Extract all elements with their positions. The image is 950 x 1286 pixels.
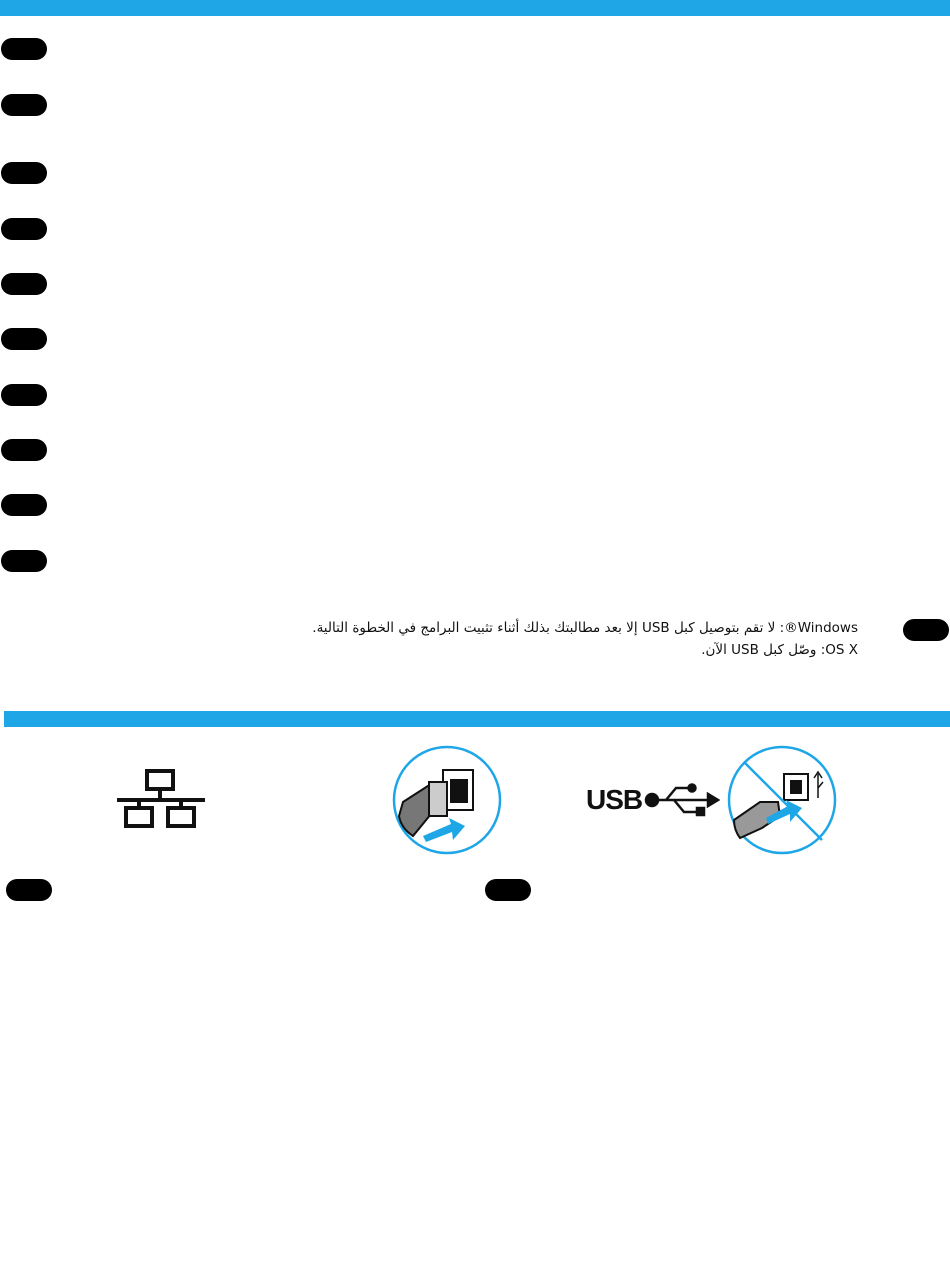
language-marker xyxy=(1,94,47,116)
language-marker xyxy=(1,494,47,516)
network-icon xyxy=(115,768,207,828)
language-marker xyxy=(1,439,47,461)
arabic-language-marker xyxy=(903,619,949,641)
language-marker xyxy=(1,550,47,572)
language-marker xyxy=(1,38,47,60)
usb-label: USB xyxy=(586,784,643,815)
language-marker xyxy=(6,879,52,901)
arabic-usb-note xyxy=(158,617,858,661)
top-section-bar xyxy=(0,0,950,16)
ethernet-plug-icon xyxy=(391,744,503,856)
note-line-windows: Windows®: لا تقم بتوصيل كبل USB إلا بعد مطالبتك بذلك أثناء تثبيت البرامج في الخطوة التالية. xyxy=(312,620,858,636)
language-marker xyxy=(1,384,47,406)
no-usb-plug-icon xyxy=(726,744,838,856)
language-marker xyxy=(1,162,47,184)
language-marker xyxy=(1,273,47,295)
usb-symbol-icon xyxy=(644,782,720,818)
language-marker xyxy=(485,879,531,901)
language-marker xyxy=(1,328,47,350)
middle-section-bar xyxy=(4,711,950,727)
language-marker xyxy=(1,218,47,240)
note-line-osx: OS X: وصّل كبل USB الآن. xyxy=(701,642,858,658)
